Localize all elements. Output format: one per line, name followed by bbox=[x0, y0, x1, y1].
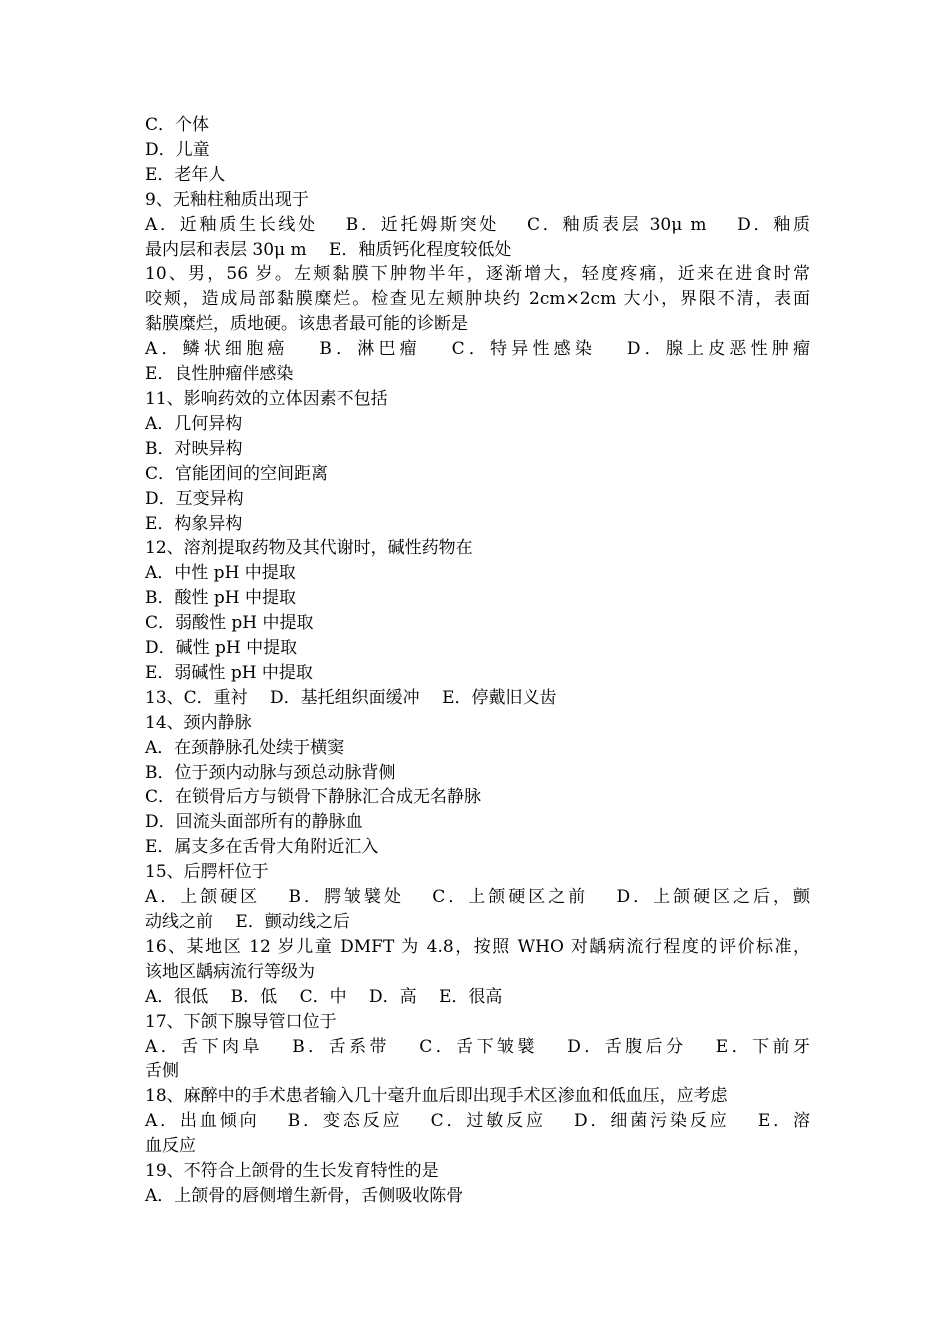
question-9-options-cont: 最内层和表层 30μ m E．釉质钙化程度较低处 bbox=[145, 239, 512, 260]
question-10-options-cont: E．良性肿瘤伴感染 bbox=[145, 364, 294, 385]
question-19-stem: 19、不符合上颌骨的生长发育特性的是 bbox=[145, 1161, 439, 1182]
option-line: E．属支多在舌骨大角附近汇入 bbox=[145, 837, 379, 858]
question-9-options: A．近釉质生长线处 B．近托姆斯突处 C．釉质表层 30μ m D．釉质 bbox=[145, 214, 810, 235]
question-17-options-cont: 舌侧 bbox=[145, 1061, 179, 1082]
question-9-stem: 9、无釉柱釉质出现于 bbox=[145, 189, 309, 210]
option-line: B．酸性 pH 中提取 bbox=[145, 588, 297, 609]
question-15-options-cont: 动线之前 E．颤动线之后 bbox=[145, 912, 350, 932]
option-line: C．官能团间的空间距离 bbox=[145, 463, 329, 484]
question-16-stem-cont: 该地区龋病流行等级为 bbox=[145, 961, 315, 982]
question-11-stem: 11、影响药效的立体因素不包括 bbox=[145, 388, 388, 409]
option-line: D．碱性 pH 中提取 bbox=[145, 638, 298, 659]
question-10-options: A．鳞状细胞癌 B．淋巴瘤 C．特异性感染 D．腺上皮恶性肿瘤 bbox=[145, 339, 810, 360]
question-18-stem: 18、麻醉中的手术患者输入几十毫升血后即出现手术区渗血和低血压，应考虑 bbox=[145, 1086, 728, 1107]
question-10-stem-cont: 黏膜糜烂，质地硬。该患者最可能的诊断是 bbox=[145, 314, 468, 335]
question-15-stem: 15、后腭杆位于 bbox=[145, 862, 269, 883]
option-line: C．弱酸性 pH 中提取 bbox=[145, 613, 314, 634]
question-18-options-cont: 血反应 bbox=[145, 1136, 196, 1157]
option-line: E．弱碱性 pH 中提取 bbox=[145, 662, 313, 683]
question-10-stem: 10、男，56 岁。左颊黏膜下肿物半年，逐渐增大，轻度疼痛，近来在进食时常 bbox=[145, 264, 810, 285]
option-line: C．在锁骨后方与锁骨下静脉汇合成无名静脉 bbox=[145, 787, 482, 808]
option-line: E．构象异构 bbox=[145, 513, 243, 534]
question-16-options: A．很低 B．低 C．中 D．高 E．很高 bbox=[145, 986, 503, 1007]
question-15-options: A．上颌硬区 B．腭皱襞处 C．上颌硬区之前 D．上颌硬区之后，颤 bbox=[145, 887, 810, 908]
option-line: D．互变异构 bbox=[145, 488, 244, 509]
question-17-stem: 17、下颌下腺导管口位于 bbox=[145, 1011, 337, 1032]
option-line: D．回流头面部所有的静脉血 bbox=[145, 812, 363, 833]
option-line: D．儿童 bbox=[145, 139, 210, 160]
option-line: A．上颌骨的唇侧增生新骨，舌侧吸收陈骨 bbox=[145, 1185, 464, 1206]
option-line: A．中性 pH 中提取 bbox=[145, 563, 296, 584]
option-line: C．个体 bbox=[145, 115, 210, 135]
question-13-line: 13、C．重衬 D．基托组织面缓冲 E．停戴旧义齿 bbox=[145, 687, 557, 708]
question-18-options: A．出血倾向 B．变态反应 C．过敏反应 D．细菌污染反应 E．溶 bbox=[145, 1111, 810, 1132]
question-14-stem: 14、颈内静脉 bbox=[145, 712, 252, 733]
document-body bbox=[145, 113, 810, 1209]
question-16-stem: 16、某地区 12 岁儿童 DMFT 为 4.8，按照 WHO 对龋病流行程度的评价标准， bbox=[145, 936, 810, 957]
option-line: A．几何异构 bbox=[145, 413, 243, 434]
option-line: B．位于颈内动脉与颈总动脉背侧 bbox=[145, 762, 396, 783]
option-line: A．在颈静脉孔处续于横窦 bbox=[145, 737, 345, 758]
question-17-options: A．舌下肉阜 B．舌系带 C．舌下皱襞 D．舌腹后分 E．下前牙 bbox=[145, 1036, 810, 1057]
question-12-stem: 12、溶剂提取药物及其代谢时，碱性药物在 bbox=[145, 538, 473, 559]
option-line: B．对映异构 bbox=[145, 438, 243, 459]
option-line: E．老年人 bbox=[145, 164, 226, 185]
question-10-stem-cont: 咬颊，造成局部黏膜糜烂。检查见左颊肿块约 2cm×2cm 大小，界限不清，表面 bbox=[145, 289, 810, 310]
